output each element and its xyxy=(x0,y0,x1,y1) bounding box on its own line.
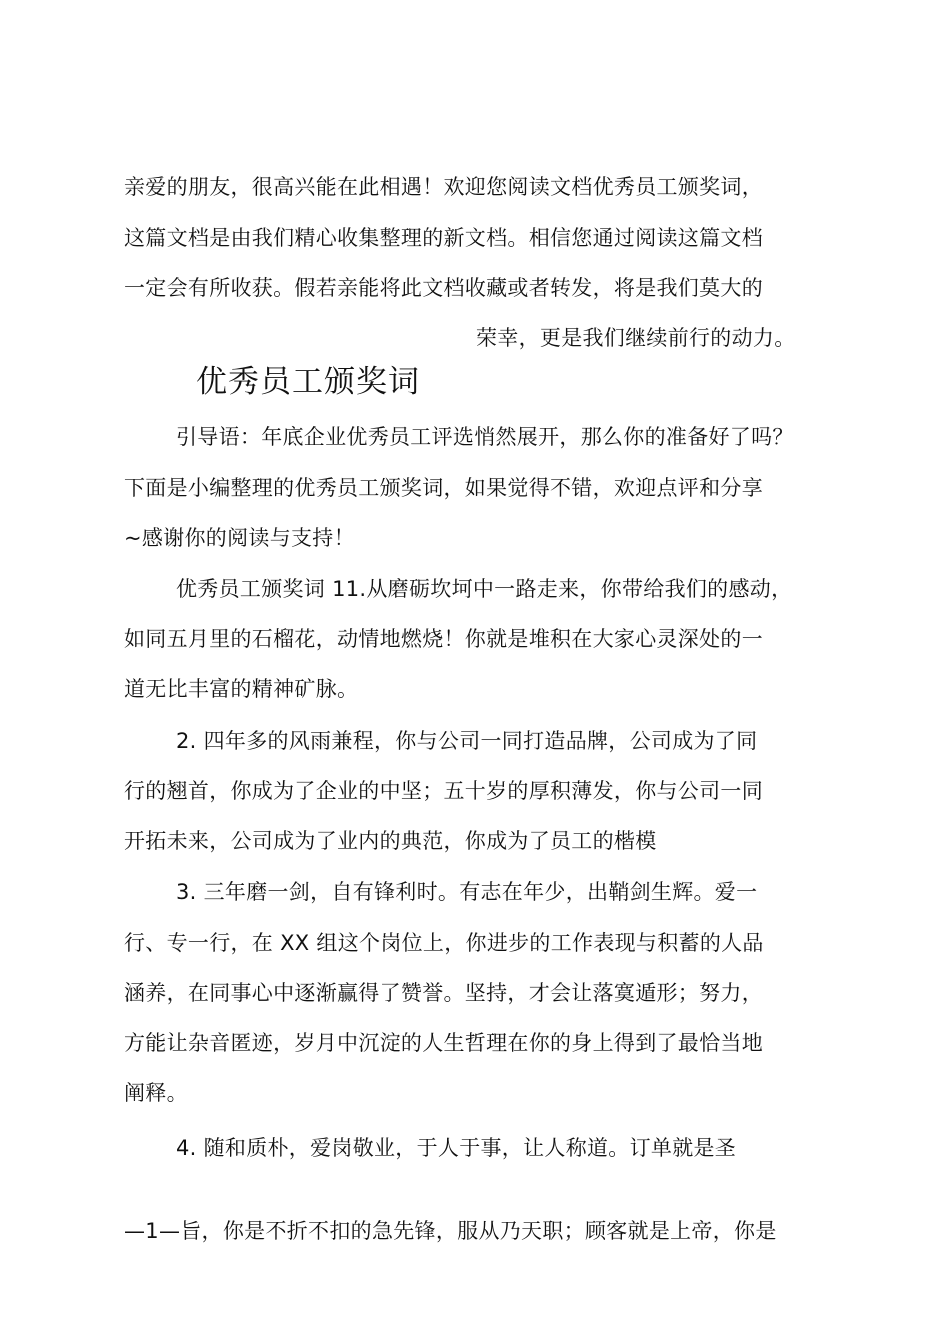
intro-line-4: 荣幸，更是我们继续前行的动力。 xyxy=(476,326,796,350)
intro-line-3: 一定会有所收获。假若亲能将此文档收藏或者转发，将是我们莫大的 xyxy=(124,276,763,300)
p4-line-1: 4. 随和质朴，爱岗敬业，于人于事，让人称道。订单就是圣 xyxy=(176,1136,737,1160)
document-title: 优秀员工颁奖词 xyxy=(196,364,420,400)
p1-line-1: 优秀员工颁奖词 11.从磨砺坎坷中一路走来，你带给我们的感动， xyxy=(176,577,793,601)
p3-line-2: 行、专一行，在 XX 组这个岗位上，你进步的工作表现与积蓄的人品 xyxy=(124,931,764,955)
p1-line-3: 道无比丰富的精神矿脉。 xyxy=(124,677,359,701)
lead-line-3: ~感谢你的阅读与支持！ xyxy=(124,526,355,550)
lead-line-2: 下面是小编整理的优秀员工颁奖词，如果觉得不错，欢迎点评和分享 xyxy=(124,476,763,500)
p3-line-4: 方能让杂音匿迹，岁月中沉淀的人生哲理在你的身上得到了最恰当地 xyxy=(124,1031,763,1055)
p2-line-1: 2. 四年多的风雨兼程，你与公司一同打造品牌，公司成为了同 xyxy=(176,729,758,753)
p3-line-5: 阐释。 xyxy=(124,1081,188,1105)
p1-line-2: 如同五月里的石榴花，动情地燃烧！你就是堆积在大家心灵深处的一 xyxy=(124,627,763,651)
intro-line-2: 这篇文档是由我们精心收集整理的新文档。相信您通过阅读这篇文档 xyxy=(124,226,763,250)
intro-line-1: 亲爱的朋友，很高兴能在此相遇！欢迎您阅读文档优秀员工颁奖词， xyxy=(124,175,763,199)
page-footer-line: —1—旨，你是不折不扣的急先锋，服从乃天职；顾客就是上帝，你是 xyxy=(124,1219,777,1243)
p3-line-1: 3. 三年磨一剑，自有锋利时。有志在年少，出鞘剑生辉。爱一 xyxy=(176,880,758,904)
p3-line-3: 涵养，在同事心中逐渐赢得了赞誉。坚持，才会让落寞遁形；努力， xyxy=(124,981,763,1005)
p2-line-3: 开拓未来，公司成为了业内的典范，你成为了员工的楷模 xyxy=(124,829,657,853)
lead-line-1: 引导语：年底企业优秀员工评选悄然展开，那么你的准备好了吗？ xyxy=(176,425,794,449)
p2-line-2: 行的翘首，你成为了企业的中坚；五十岁的厚积薄发，你与公司一同 xyxy=(124,779,763,803)
